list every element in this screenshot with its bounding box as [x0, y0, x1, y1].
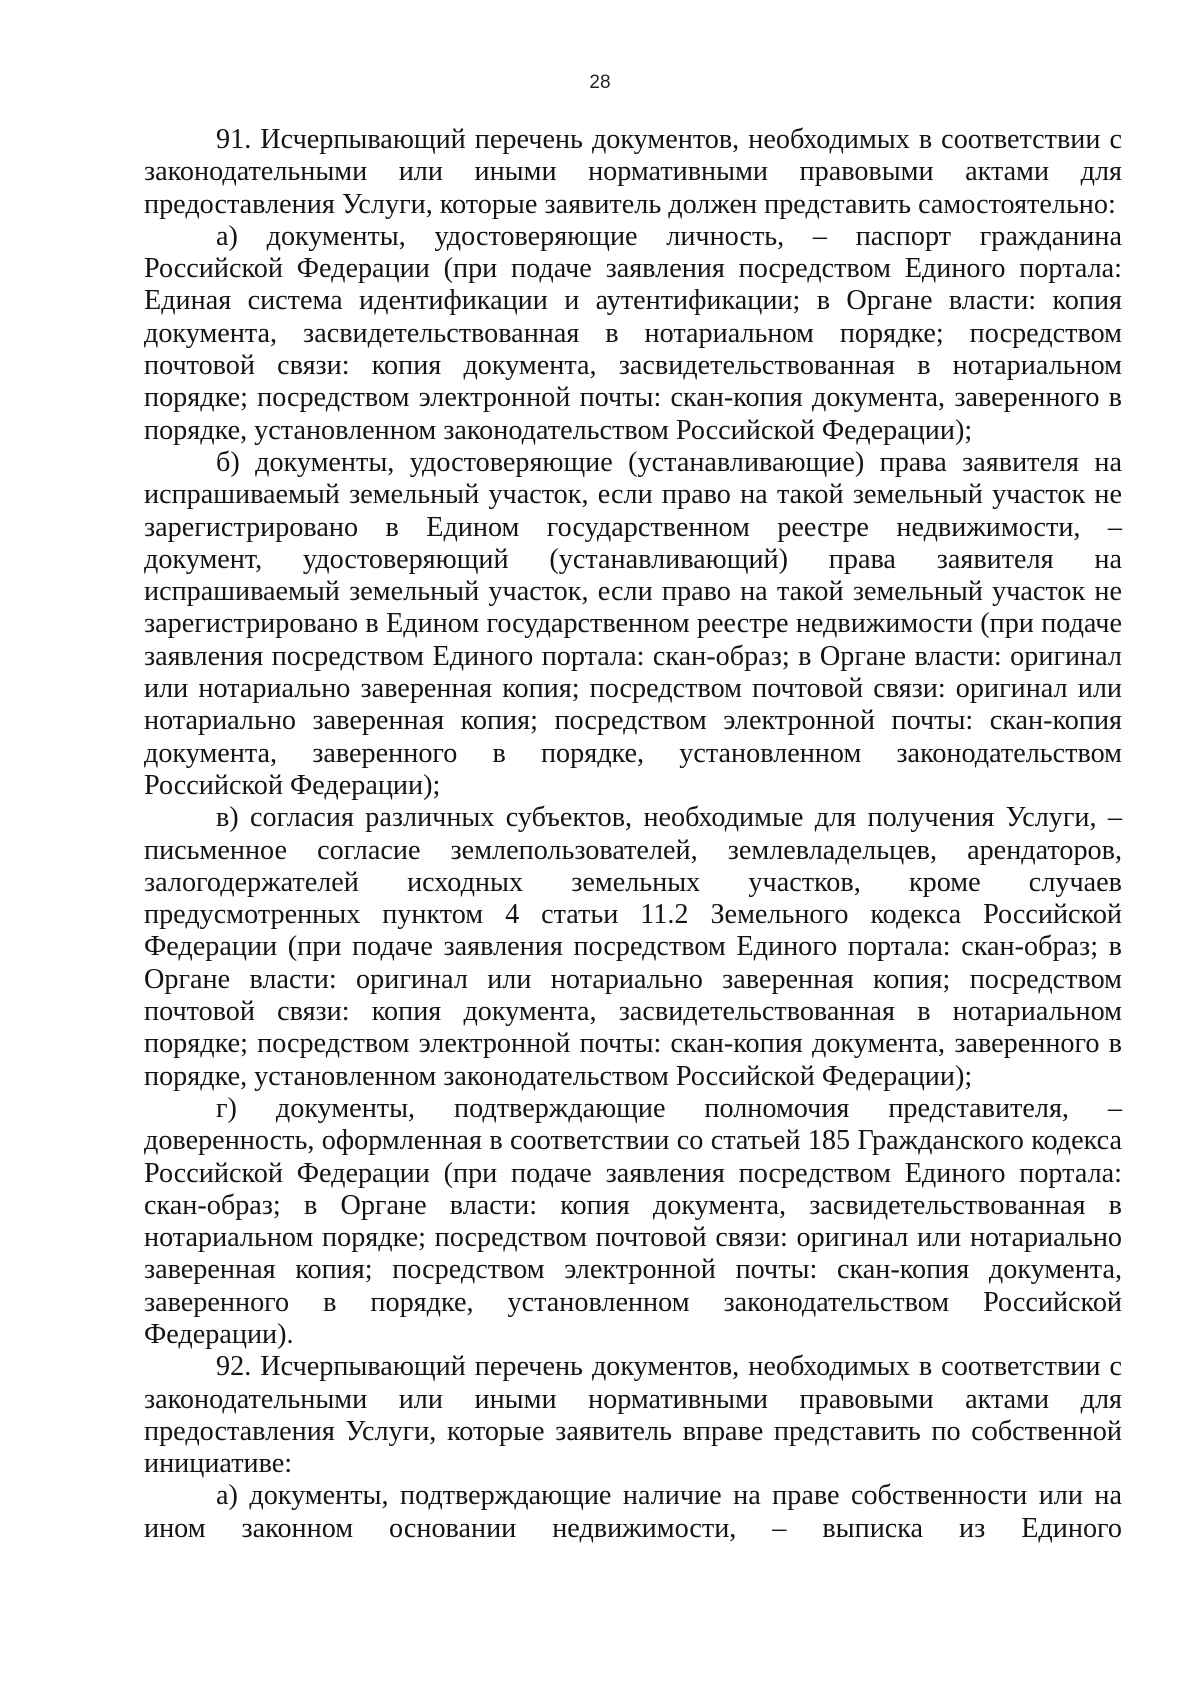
paragraph-92-a: а) документы, подтверждающие наличие на праве собственности или на ином законном основании недвижимости, – выписка из Единого	[144, 1480, 1122, 1544]
paragraph-91-v: в) согласия различных субъектов, необходимые для получения Услуги, – письменное согласие землепользователей, землевладельцев, арендаторов, залогодержателей исходных земельных участков, кроме случаев предусмотренных пунктом 4 статьи 11.2 Земельного кодекса Российской Федерации (при подаче заявления посредством Единого портала: скан-образ; в Органе власти: оригинал или нотариально заверенная копия; посредством почтовой связи: копия документа, засвидетельствованная в нотариальном порядке; посредством электронной почты: скан-копия документа, заверенного в порядке, установленном законодательством Российской Федерации);	[144, 802, 1122, 1092]
paragraph-91-g: г) документы, подтверждающие полномочия представителя, – доверенность, оформленная в соответствии со статьей 185 Гражданского кодекса Российской Федерации (при подаче заявления посредством Единого портала: скан-образ; в Органе власти: копия документа, засвидетельствованная в нотариальном порядке; посредством почтовой связи: оригинал или нотариально заверенная копия; посредством электронной почты: скан-копия документа, заверенного в порядке, установленном законодательством Российской Федерации).	[144, 1092, 1122, 1350]
document-body	[144, 124, 1122, 1545]
paragraph-91-a: а) документы, удостоверяющие личность, – паспорт гражданина Российской Федерации (при подаче заявления посредством Единого портала: Единая система идентификации и аутентификации; в Органе власти: копия документа, засвидетельствованная в нотариальном порядке; посредством почтовой связи: копия документа, засвидетельствованная в нотариальном порядке; посредством электронной почты: скан-копия документа, заверенного в порядке, установленном законодательством Российской Федерации);	[144, 220, 1122, 446]
paragraph-91-b: б) документы, удостоверяющие (устанавливающие) права заявителя на испрашиваемый земельный участок, если право на такой земельный участок не зарегистрировано в Едином государственном реестре недвижимости, – документ, удостоверяющий (устанавливающий) права заявителя на испрашиваемый земельный участок, если право на такой земельный участок не зарегистрировано в Едином государственном реестре недвижимости (при подаче заявления посредством Единого портала: скан-образ; в Органе власти: оригинал или нотариально заверенная копия; посредством почтовой связи: оригинал или нотариально заверенная копия; посредством электронной почты: скан-копия документа, заверенного в порядке, установленном законодательством Российской Федерации);	[144, 446, 1122, 801]
paragraph-92: 92. Исчерпывающий перечень документов, необходимых в соответствии с законодательными или иными нормативными правовыми актами для предоставления Услуги, которые заявитель вправе представить по собственной инициативе:	[144, 1351, 1122, 1480]
page-number: 28	[589, 72, 611, 93]
paragraph-91: 91. Исчерпывающий перечень документов, необходимых в соответствии с законодательными или иными нормативными правовыми актами для предоставления Услуги, которые заявитель должен представить самостоятельно:	[144, 124, 1122, 220]
